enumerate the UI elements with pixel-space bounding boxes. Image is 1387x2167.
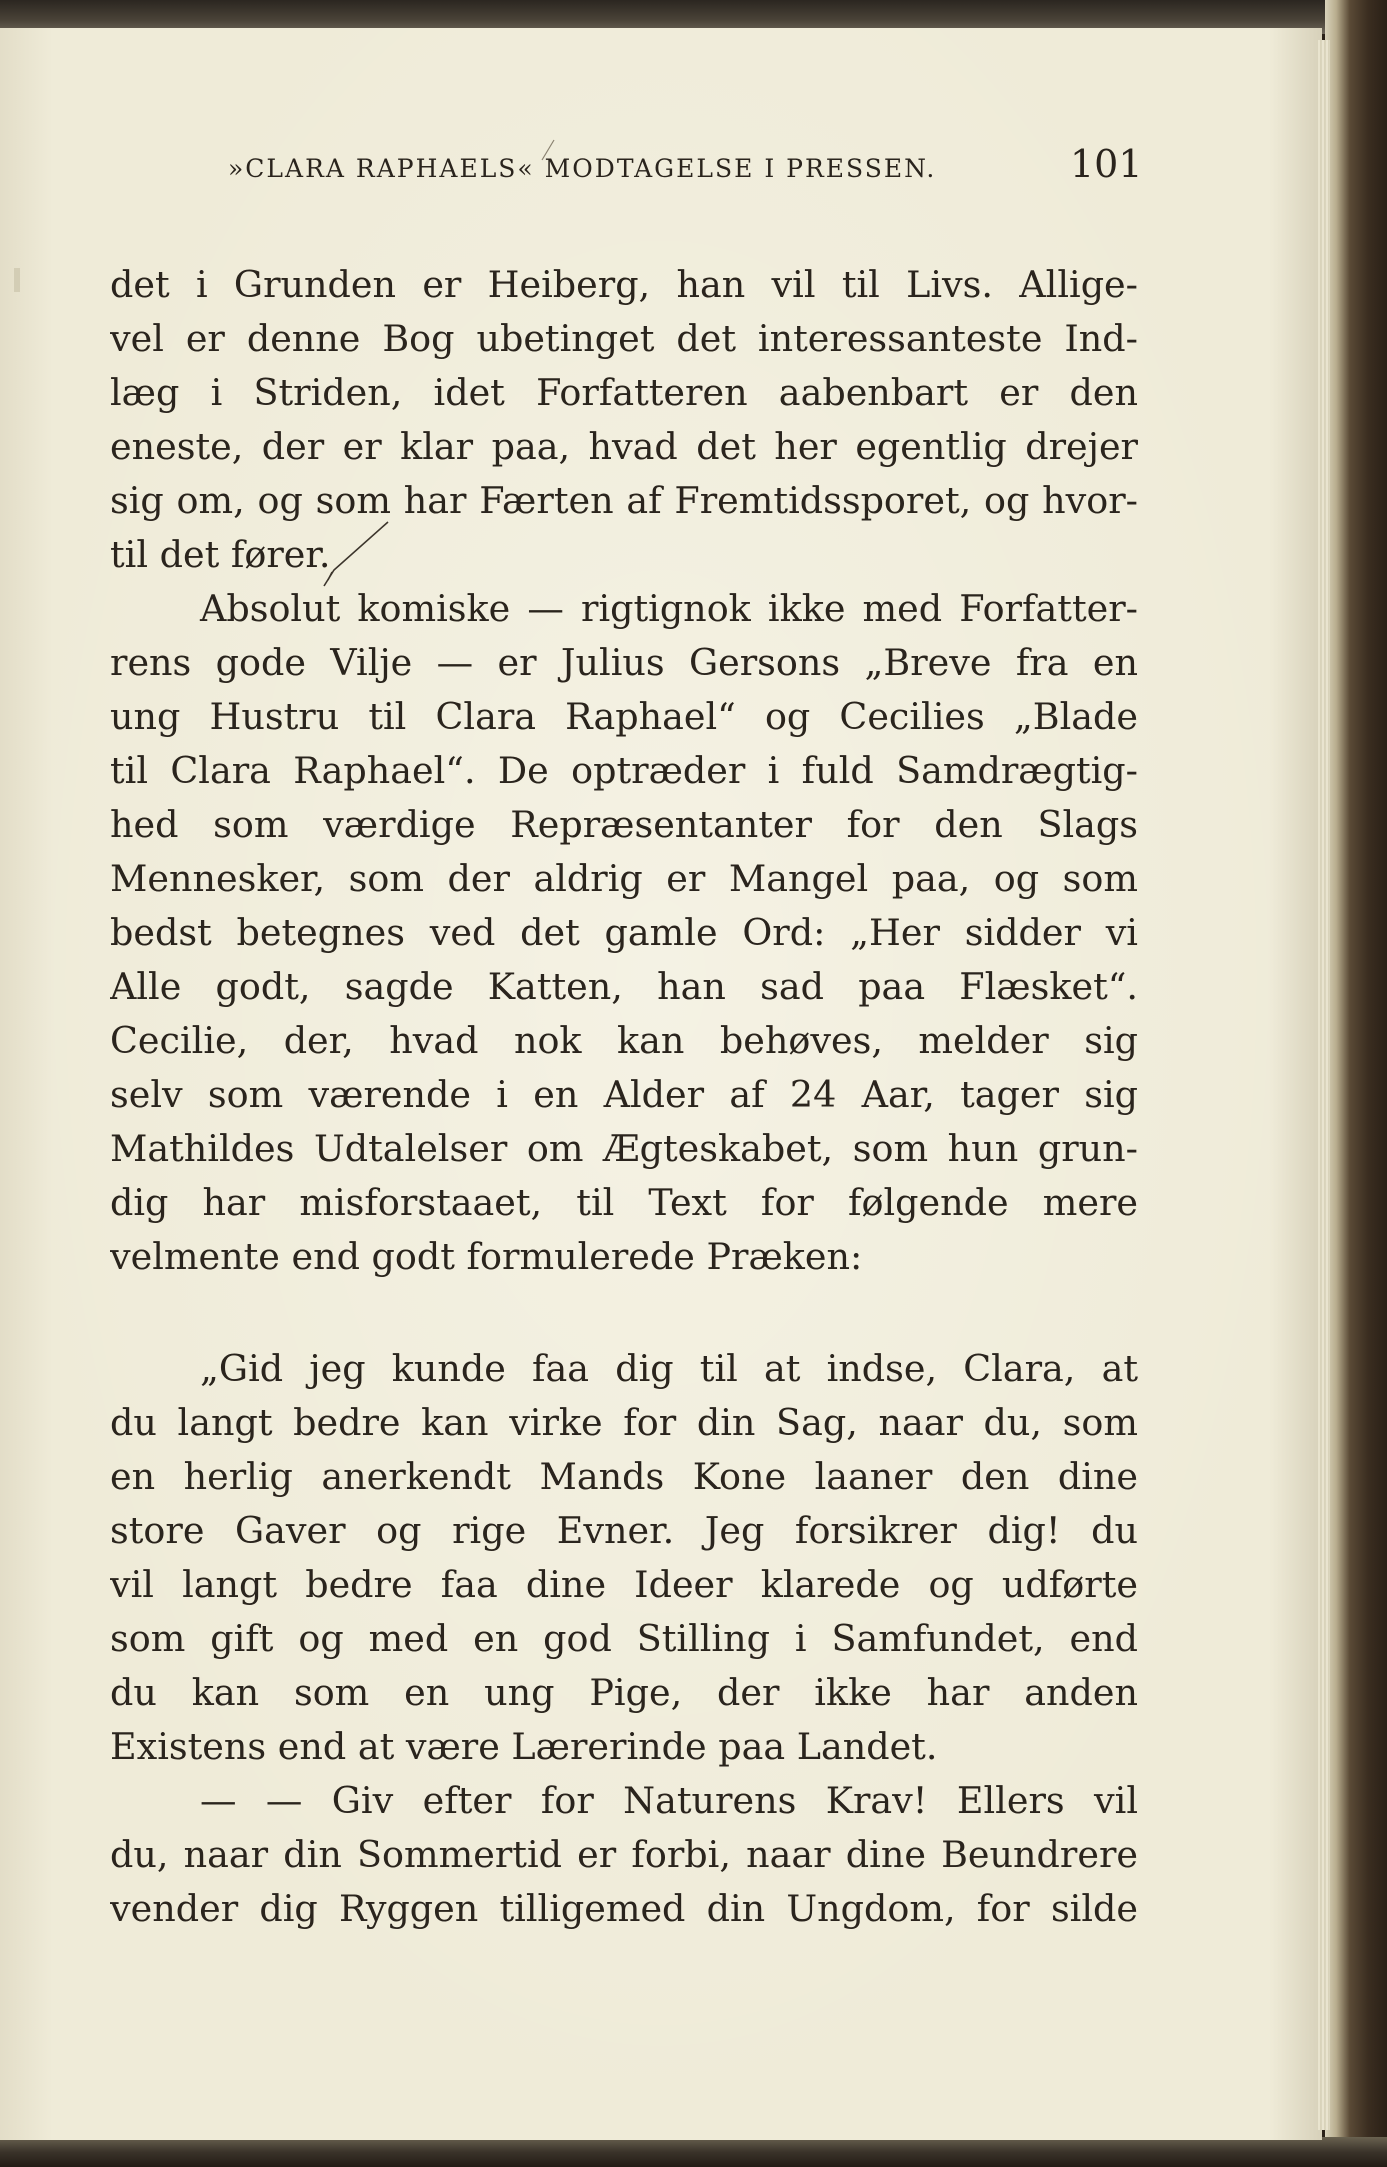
quote-line: du kan som en ung Pige, der ikke har anden (110, 1671, 1138, 1714)
text-line: eneste, der er klar paa, hvad det her egentlig drejer (110, 425, 1138, 468)
quote-line: Existens end at være Lærerinde paa Landet. (110, 1725, 938, 1768)
text-line: rens gode Vilje — er Julius Gersons „Breve fra en (110, 641, 1138, 684)
text-line: det i Grunden er Heiberg, han vil til Livs. Allige- (110, 263, 1138, 306)
text-line: vel er denne Bog ubetinget det interessanteste Ind- (110, 317, 1138, 360)
text-line: Mathildes Udtalelser om Ægteskabet, som hun grun- (110, 1127, 1138, 1170)
text-line: bedst betegnes ved det gamle Ord: „Her sidder vi (110, 911, 1138, 954)
quote-line: en herlig anerkendt Mands Kone laaner den dine (110, 1455, 1138, 1498)
page-stack-edge (1318, 40, 1330, 2130)
text-line: selv som værende i en Alder af 24 Aar, tager sig (110, 1073, 1138, 1116)
text-line: til Clara Raphael“. De optræder i fuld Samdrægtig- (110, 749, 1138, 792)
text-line: velmente end godt formulerede Præken: (110, 1235, 863, 1278)
quote-line: du, naar din Sommertid er forbi, naar dine Beundrere (110, 1833, 1138, 1876)
quote-line: — — Giv efter for Naturens Krav! Ellers vil (200, 1779, 1138, 1822)
text-line: Absolut komiske — rigtignok ikke med Forfatter- (200, 587, 1138, 630)
text-line: Cecilie, der, hvad nok kan behøves, melder sig (110, 1019, 1138, 1062)
text-line: sig om, og som har Færten af Fremtidssporet, og hvor- (110, 479, 1138, 522)
running-title: »CLARA RAPHAELS« MODTAGELSE I PRESSEN. (228, 154, 937, 183)
quote-line: vil langt bedre faa dine Ideer klarede og udførte (110, 1563, 1138, 1606)
pencil-tick-mark (540, 138, 556, 162)
quote-line: du langt bedre kan virke for din Sag, naar du, som (110, 1401, 1138, 1444)
main-text-block (110, 258, 1138, 1284)
pencil-insertion-mark (320, 520, 392, 590)
text-line: Alle godt, sagde Katten, han sad paa Flæsket“. (110, 965, 1138, 1008)
book-bottom-edge (0, 2137, 1387, 2167)
page-header (0, 132, 1387, 186)
text-line: læg i Striden, idet Forfatteren aabenbart er den (110, 371, 1138, 414)
page-blemish (14, 268, 20, 292)
quote-line: store Gaver og rige Evner. Jeg forsikrer dig! du (110, 1509, 1138, 1552)
text-line: dig har misforstaaet, til Text for følgende mere (110, 1181, 1138, 1224)
text-line: hed som værdige Repræsentanter for den Slags (110, 803, 1138, 846)
quote-line: som gift og med en god Stilling i Samfundet, end (110, 1617, 1138, 1660)
page-number: 101 (1070, 142, 1143, 186)
quotation-block (110, 1342, 1138, 1936)
text-line: Mennesker, som der aldrig er Mangel paa, og som (110, 857, 1138, 900)
quote-line: „Gid jeg kunde faa dig til at indse, Clara, at (200, 1347, 1138, 1390)
quote-line: vender dig Ryggen tilligemed din Ungdom, for silde (110, 1887, 1138, 1930)
text-line: ung Hustru til Clara Raphael“ og Cecilies „Blade (110, 695, 1138, 738)
book-cover-edge (1325, 0, 1387, 2167)
text-line: til det fører. (110, 533, 331, 576)
